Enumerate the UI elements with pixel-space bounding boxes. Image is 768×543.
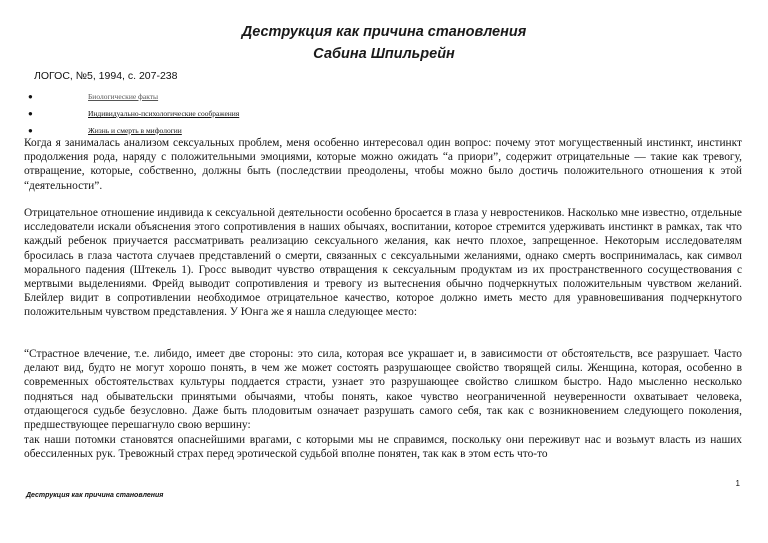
toc-link-life-and-death[interactable]: Жизнь и смерть в мифологии bbox=[88, 126, 182, 135]
body-paragraph: так наши потомки становятся опаснейшими врагами, с которыми мы не справимся, поскольку они переживут нас и возьмут власть из наших обессиленных рук. Тревожный страх перед эротической судьбой вполне понятен, так как в этом есть что-то bbox=[24, 434, 742, 461]
bullet-icon: ● bbox=[28, 126, 33, 135]
body-paragraph: Когда я занималась анализом сексуальных проблем, меня особенно интересовал один вопрос: почему этот могущественный инстинкт, инстинкт продолжения рода, наряду с положительными эмоциями, которые можно ожидать “а приори”, содержит отрицательные — такие как тревогу, отвращение, которые, собственно, должны быть (последствии преодолены, чтобы можно было достичь положительного отношения к этой “деятельности”. bbox=[24, 137, 742, 192]
source-citation: ЛОГОС, №5, 1994, с. 207-238 bbox=[34, 70, 178, 82]
toc-link-individual-psychology[interactable]: Индивидуально-психологические соображения bbox=[88, 109, 240, 118]
page-footer: Деструкция как причина становления bbox=[26, 492, 164, 499]
body-paragraph: “Страстное влечение, т.е. либидо, имеет две стороны: это сила, которая все украшает и, в зависимости от обстоятельств, все разрушает. Часто делают вид, будто не могут хорошо понять, в чем же может состоять разрушающее свойство творящей силы. Женщина, которая, особенно в современных обстоятельствах культуры поддается страсти, узнает это разрушающее свойство слишком быстро. Надо мысленно несколько подняться над обывательски принятыми обычаями, чтобы понять, какое чувство неограниченной неуверенности охватывает человека, отдающегося судьбе безусловно. Даже быть плодовитым означает разрушать самого себя, так как с возникновением следующего поколения, предшествующее перешагнуло свою вершину: bbox=[24, 348, 742, 432]
bullet-icon: ● bbox=[28, 92, 33, 101]
toc-item bbox=[28, 105, 239, 122]
bullet-icon: ● bbox=[28, 109, 33, 118]
toc-link-biological-facts[interactable]: Биологические факты bbox=[88, 92, 159, 101]
page-number: 1 bbox=[735, 479, 740, 488]
document-title: Деструкция как причина становления bbox=[241, 24, 527, 40]
document-author: Сабина Шпильрейн bbox=[313, 46, 455, 62]
table-of-contents bbox=[28, 88, 239, 139]
toc-item bbox=[28, 88, 239, 105]
body-paragraph: Отрицательное отношение индивида к сексуальной деятельности особенно бросается в глаза у невростеников. Насколько мне известно, отдельные исследователи искали объяснения этого сопротивления в наших обычаях, воспитании, которое стремится удерживать инстинкт в рамках, так что каждый ребенок приучается рассматривать реализацию сексуального желания, как нечто плохое, запрещенное. Некоторым исследователям бросилась в глаза частота случаев представлений о смерти, связанных с сексуальными желаниями, однако смерть воспринималась, как символ морального падения (Штекель 1). Гросс выводит чувство отвращения к сексуальным продуктам из их пространственного сосуществования с мертвыми выделениями. Фрейд выводит сопротивления и тревогу из вытеснения обычно подчеркнутых положительным чувством желаний. Блейлер видит в сопротивлении необходимое отрицательное качество, которое должно иметь место для уравновешивания подчеркнутого положительным чувством представления. У Юнга же я нашла следующее место: bbox=[24, 207, 742, 319]
